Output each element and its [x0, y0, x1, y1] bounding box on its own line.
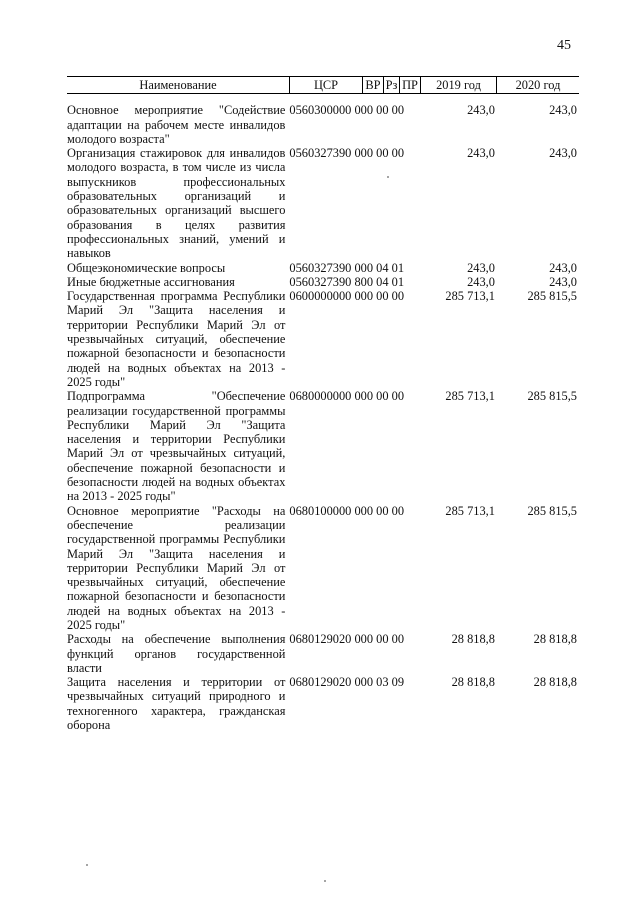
row-codes: 0680129020 000 00 00 [289, 632, 405, 647]
row-name: Организация стажировок для инвалидов молодого возраста, в том числе из числа выпускников профессиональных образовательных организаций и образовательных организаций высшего образования в целях развития профессиональных знаний, умений и навыков [67, 146, 286, 261]
row-value-2020: 243,0 [549, 146, 577, 161]
row-codes: 0560327390 000 00 00 [289, 146, 405, 161]
row-value-2019: 285 713,1 [445, 503, 495, 518]
page-number: 45 [557, 38, 571, 53]
table-row [67, 103, 579, 146]
table-row [67, 289, 579, 389]
header-csr: ЦСР [289, 77, 362, 93]
row-value-2019: 285 713,1 [445, 389, 495, 404]
row-name: Расходы на обеспечение выполнения функций органов государственной власти [67, 632, 286, 675]
row-name: Основное мероприятие "Расходы на обеспечение реализации государственной программы Республики Марий Эл "Защита населения и территории Республики Марий Эл от чрезвычайных ситуаций, обеспечение пожарной безопасности и безопасности людей на водных объектах на 2013 - 2025 годы" [67, 503, 286, 632]
table-row [67, 504, 579, 633]
row-value-2020: 243,0 [549, 103, 577, 118]
row-value-2019: 243,0 [467, 146, 495, 161]
table-row [67, 675, 579, 732]
header-rz: Рз [383, 77, 399, 93]
row-name: Государственная программа Республики Марий Эл "Защита населения и территории Республики Марий Эл от чрезвычайных ситуаций, обеспечение пожарной безопасности и безопасности людей на водных объектах на 2013 - 2025 годы" [67, 289, 286, 389]
table-body [67, 103, 579, 732]
row-value-2019: 243,0 [467, 103, 495, 118]
table-row [67, 389, 579, 503]
row-value-2020: 285 815,5 [527, 289, 577, 304]
row-value-2019: 243,0 [467, 260, 495, 275]
table-row [67, 146, 579, 260]
row-name: Иные бюджетные ассигнования [67, 274, 235, 289]
row-codes: 0560327390 000 04 01 [289, 260, 405, 275]
row-codes: 0680000000 000 00 00 [289, 389, 405, 404]
row-value-2020: 285 815,5 [527, 389, 577, 404]
row-name: Защита населения и территории от чрезвычайных ситуаций природного и техногенного характера, гражданская оборона [67, 675, 286, 733]
scan-speck [324, 880, 326, 882]
row-value-2019: 28 818,8 [451, 675, 495, 690]
header-name: Наименование [139, 78, 217, 92]
header-pr: ПР [399, 77, 420, 93]
row-value-2019: 28 818,8 [451, 632, 495, 647]
row-value-2020: 28 818,8 [533, 632, 577, 647]
row-codes: 0560300000 000 00 00 [289, 103, 405, 118]
row-value-2020: 285 815,5 [527, 503, 577, 518]
scan-speck [86, 864, 88, 866]
row-name: Общеэкономические вопросы [67, 260, 226, 275]
header-year-2020: 2020 год [496, 77, 579, 93]
row-name: Основное мероприятие "Содействие адаптации на рабочем месте инвалидов молодого возраста" [67, 103, 286, 146]
table-row [67, 632, 579, 675]
table-row [67, 275, 579, 289]
header-vr: ВР [362, 77, 383, 93]
table-header [67, 76, 579, 94]
row-value-2020: 243,0 [549, 274, 577, 289]
budget-table [67, 76, 579, 732]
row-codes: 0600000000 000 00 00 [289, 289, 405, 304]
scan-speck [387, 176, 389, 178]
row-value-2020: 28 818,8 [533, 675, 577, 690]
row-name: Подпрограмма "Обеспечение реализации государственной программы Республики Марий Эл "Защита населения и территории Республики Марий Эл от чрезвычайных ситуаций, обеспечение пожарной безопасности и безопасности людей на водных объектах на 2013 - 2025 годы" [67, 389, 286, 504]
row-value-2020: 243,0 [549, 260, 577, 275]
row-codes: 0680129020 000 03 09 [289, 675, 405, 690]
row-value-2019: 243,0 [467, 274, 495, 289]
row-codes: 0680100000 000 00 00 [289, 503, 405, 518]
row-value-2019: 285 713,1 [445, 289, 495, 304]
table-row [67, 261, 579, 275]
row-codes: 0560327390 800 04 01 [289, 274, 405, 289]
header-year-2019: 2019 год [420, 77, 496, 93]
